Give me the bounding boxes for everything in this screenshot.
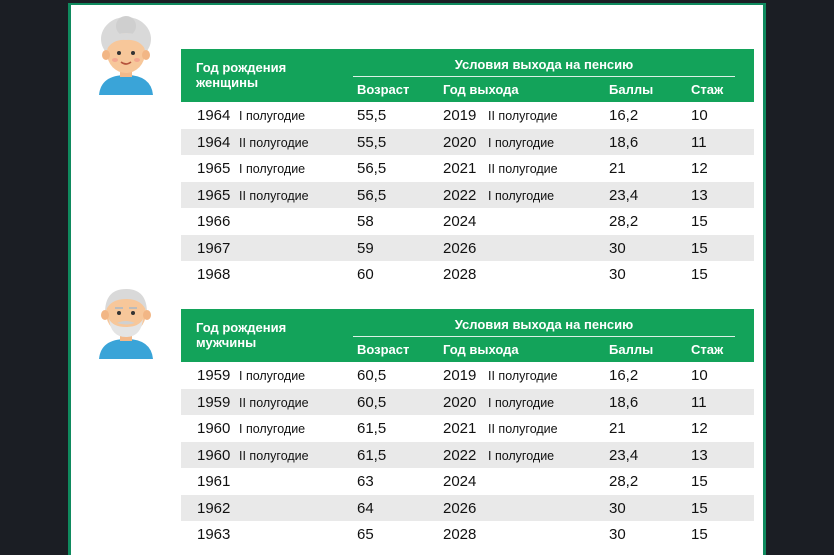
conditions-header: Условия выхода на пенсию (454, 317, 634, 332)
points-header: Баллы (609, 342, 654, 357)
age-header: Возраст (357, 342, 410, 357)
stazh-header: Стаж (691, 342, 724, 357)
birth-year-cell: 1965 (197, 160, 231, 177)
points-cell: 23,4 (609, 446, 639, 464)
age-cell: 58 (357, 213, 374, 230)
birth-half-cell: II полугодие (239, 135, 309, 150)
stazh-cell: 15 (691, 499, 708, 517)
points-cell: 28,2 (609, 213, 639, 230)
birth-half-cell: I полугодие (239, 369, 306, 383)
birth-year-cell: 1967 (197, 239, 231, 257)
age-cell: 55,5 (357, 133, 387, 151)
table-header (181, 309, 754, 362)
exit-half-cell: I полугодие (488, 448, 555, 463)
birth-year-cell: 1959 (197, 393, 231, 411)
age-cell: 55,5 (357, 107, 387, 124)
header-divider (353, 336, 735, 337)
exit-half-cell: II полугодие (488, 109, 558, 123)
stazh-cell: 15 (691, 213, 708, 230)
stazh-cell: 11 (691, 133, 707, 151)
points-cell: 23,4 (609, 186, 639, 204)
infographic-card (68, 3, 766, 555)
stazh-cell: 15 (691, 239, 708, 257)
table-row (181, 155, 754, 182)
table-row (181, 521, 754, 548)
birth-year-header: Год рождения женщины (196, 60, 287, 90)
exit-year-cell: 2021 (443, 420, 477, 437)
birth-year-cell: 1965 (197, 186, 231, 204)
birth-year-cell: 1960 (197, 420, 231, 437)
table-row (181, 208, 754, 235)
exit-year-cell: 2028 (443, 526, 477, 543)
women-retirement-table (181, 49, 754, 288)
points-cell: 16,2 (609, 107, 639, 124)
points-cell: 16,2 (609, 367, 639, 384)
conditions-header: Условия выхода на пенсию (454, 57, 634, 72)
exit-year-cell: 2026 (443, 239, 477, 257)
exit-half-cell: II полугодие (488, 422, 558, 436)
elderly-woman-icon (95, 15, 157, 101)
table-row (181, 442, 754, 469)
age-cell: 61,5 (357, 420, 387, 437)
exit-year-cell: 2022 (443, 446, 477, 464)
birth-year-cell: 1962 (197, 499, 231, 517)
points-cell: 21 (609, 160, 626, 177)
table-row (181, 235, 754, 262)
table-row (181, 495, 754, 522)
table-row (181, 389, 754, 416)
exit-year-cell: 2024 (443, 473, 477, 490)
age-cell: 64 (357, 499, 374, 517)
exit-year-cell: 2019 (443, 367, 477, 384)
exit-year-cell: 2019 (443, 107, 477, 124)
age-cell: 61,5 (357, 446, 387, 464)
table-row (181, 468, 754, 495)
age-cell: 60,5 (357, 393, 387, 411)
points-cell: 30 (609, 239, 626, 257)
men-retirement-table (181, 309, 754, 548)
points-cell: 18,6 (609, 393, 639, 411)
exit-half-cell: II полугодие (488, 369, 558, 383)
stazh-cell: 15 (691, 473, 708, 490)
points-cell: 18,6 (609, 133, 639, 151)
table-row (181, 102, 754, 129)
stazh-cell: 12 (691, 160, 708, 177)
exit-year-header: Год выхода (443, 82, 519, 97)
elderly-man-icon (95, 279, 157, 361)
table-row (181, 129, 754, 156)
age-cell: 56,5 (357, 160, 387, 177)
age-cell: 63 (357, 473, 374, 490)
birth-half-cell: I полугодие (239, 422, 306, 436)
exit-year-cell: 2020 (443, 133, 477, 151)
birth-half-cell: II полугодие (239, 448, 309, 463)
points-cell: 30 (609, 499, 626, 517)
age-header: Возраст (357, 82, 410, 97)
points-cell: 28,2 (609, 473, 639, 490)
stazh-header: Стаж (691, 82, 724, 97)
header-divider (353, 76, 735, 77)
exit-half-cell: II полугодие (488, 162, 558, 176)
stazh-cell: 15 (691, 526, 708, 543)
age-cell: 65 (357, 526, 374, 543)
birth-half-cell: II полугодие (239, 395, 309, 410)
table-row (181, 261, 754, 288)
birth-year-cell: 1968 (197, 266, 231, 283)
women-rows (181, 102, 754, 288)
birth-half-cell: I полугодие (239, 109, 306, 123)
table-row (181, 362, 754, 389)
birth-half-cell: II полугодие (239, 188, 309, 203)
stazh-cell: 11 (691, 393, 707, 411)
table-row (181, 182, 754, 209)
birth-year-cell: 1960 (197, 446, 231, 464)
points-cell: 30 (609, 266, 626, 283)
points-header: Баллы (609, 82, 654, 97)
men-rows (181, 362, 754, 548)
stazh-cell: 12 (691, 420, 708, 437)
age-cell: 60,5 (357, 367, 387, 384)
exit-year-cell: 2020 (443, 393, 477, 411)
exit-year-cell: 2026 (443, 499, 477, 517)
birth-year-cell: 1966 (197, 213, 231, 230)
exit-year-cell: 2021 (443, 160, 477, 177)
exit-half-cell: I полугодие (488, 135, 555, 150)
birth-year-header: Год рождения мужчины (196, 320, 287, 350)
stazh-cell: 10 (691, 107, 708, 124)
birth-year-cell: 1961 (197, 473, 231, 490)
table-row (181, 415, 754, 442)
exit-year-cell: 2024 (443, 213, 477, 230)
points-cell: 30 (609, 526, 626, 543)
birth-year-cell: 1964 (197, 133, 231, 151)
stazh-cell: 13 (691, 186, 708, 204)
age-cell: 59 (357, 239, 374, 257)
points-cell: 21 (609, 420, 626, 437)
exit-half-cell: I полугодие (488, 395, 555, 410)
age-cell: 56,5 (357, 186, 387, 204)
age-cell: 60 (357, 266, 374, 283)
birth-year-cell: 1964 (197, 107, 231, 124)
birth-year-cell: 1959 (197, 367, 231, 384)
stazh-cell: 15 (691, 266, 708, 283)
exit-year-cell: 2022 (443, 186, 477, 204)
exit-year-cell: 2028 (443, 266, 477, 283)
table-header (181, 49, 754, 102)
birth-year-cell: 1963 (197, 526, 231, 543)
exit-half-cell: I полугодие (488, 188, 555, 203)
stazh-cell: 10 (691, 367, 708, 384)
stazh-cell: 13 (691, 446, 708, 464)
exit-year-header: Год выхода (443, 342, 519, 357)
birth-half-cell: I полугодие (239, 162, 306, 176)
